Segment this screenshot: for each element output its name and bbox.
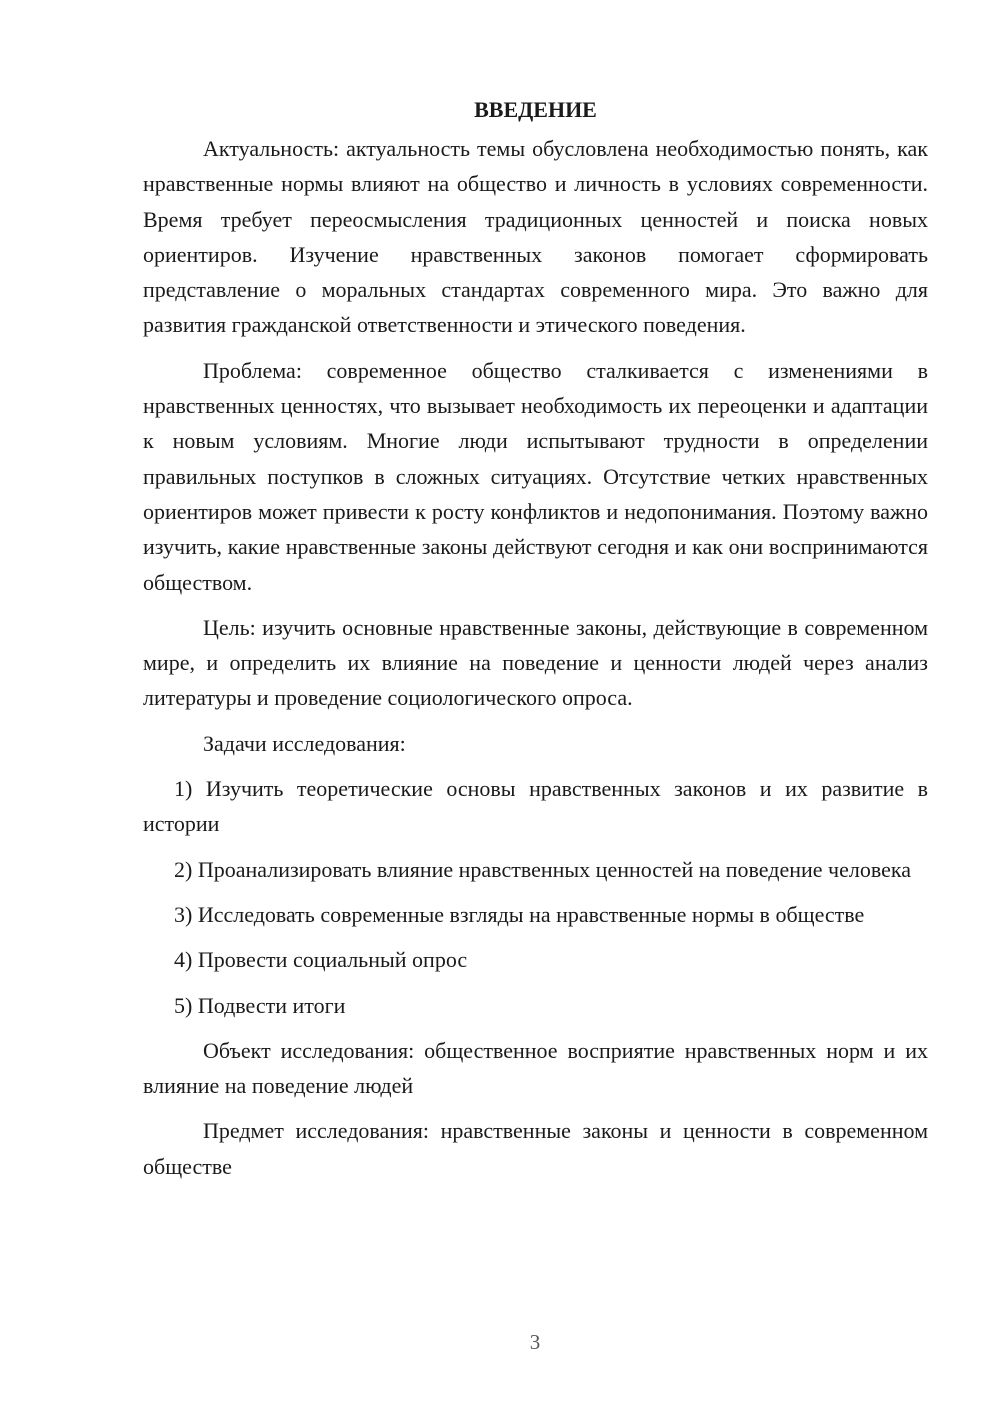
- document-page: [143, 92, 928, 1194]
- task-item-2: 2) Проанализировать влияние нравственных ценностей на поведение человека: [174, 856, 911, 882]
- object-paragraph: Объект исследования: общественное восприятие нравственных норм и их влияние на поведение людей: [143, 1037, 928, 1099]
- problem-paragraph: Проблема: современное общество сталкивается с изменениями в нравственных ценностях, что вызывает необходимость их переоценки и адаптации к новым условиям. Многие люди испытывают трудности в определении правильных поступков в сложных ситуациях. Отсутствие четких нравственных ориентиров может привести к росту конфликтов и недопонимания. Поэтому важно изучить, какие нравственные законы действуют сегодня и как они воспринимаются обществом.: [143, 357, 928, 595]
- goal-paragraph: Цель: изучить основные нравственные законы, действующие в современном мире, и определить их влияние на поведение и ценности людей через анализ литературы и проведение социологического опроса.: [143, 614, 928, 711]
- page-title: ВВЕДЕНИЕ: [474, 97, 597, 122]
- task-item-1: 1) Изучить теоретические основы нравственных законов и их развитие в истории: [143, 776, 928, 837]
- page-number: 3: [529, 1330, 541, 1354]
- task-item-3: 3) Исследовать современные взгляды на нравственные нормы в обществе: [174, 901, 865, 927]
- tasks-heading: Задачи исследования:: [203, 730, 406, 756]
- relevance-paragraph: Актуальность: актуальность темы обусловлена необходимостью понять, как нравственные нормы влияют на общество и личность в условиях современности. Время требует переосмысления традиционных ценностей и поиска новых ориентиров. Изучение нравственных законов помогает сформировать представление о моральных стандартах современного мира. Это важно для развития гражданской ответственности и этического поведения.: [143, 136, 928, 338]
- subject-paragraph: Предмет исследования: нравственные законы и ценности в современном обществе: [143, 1118, 928, 1179]
- task-item-5: 5) Подвести итоги: [174, 992, 346, 1018]
- task-item-4: 4) Провести социальный опрос: [174, 947, 468, 973]
